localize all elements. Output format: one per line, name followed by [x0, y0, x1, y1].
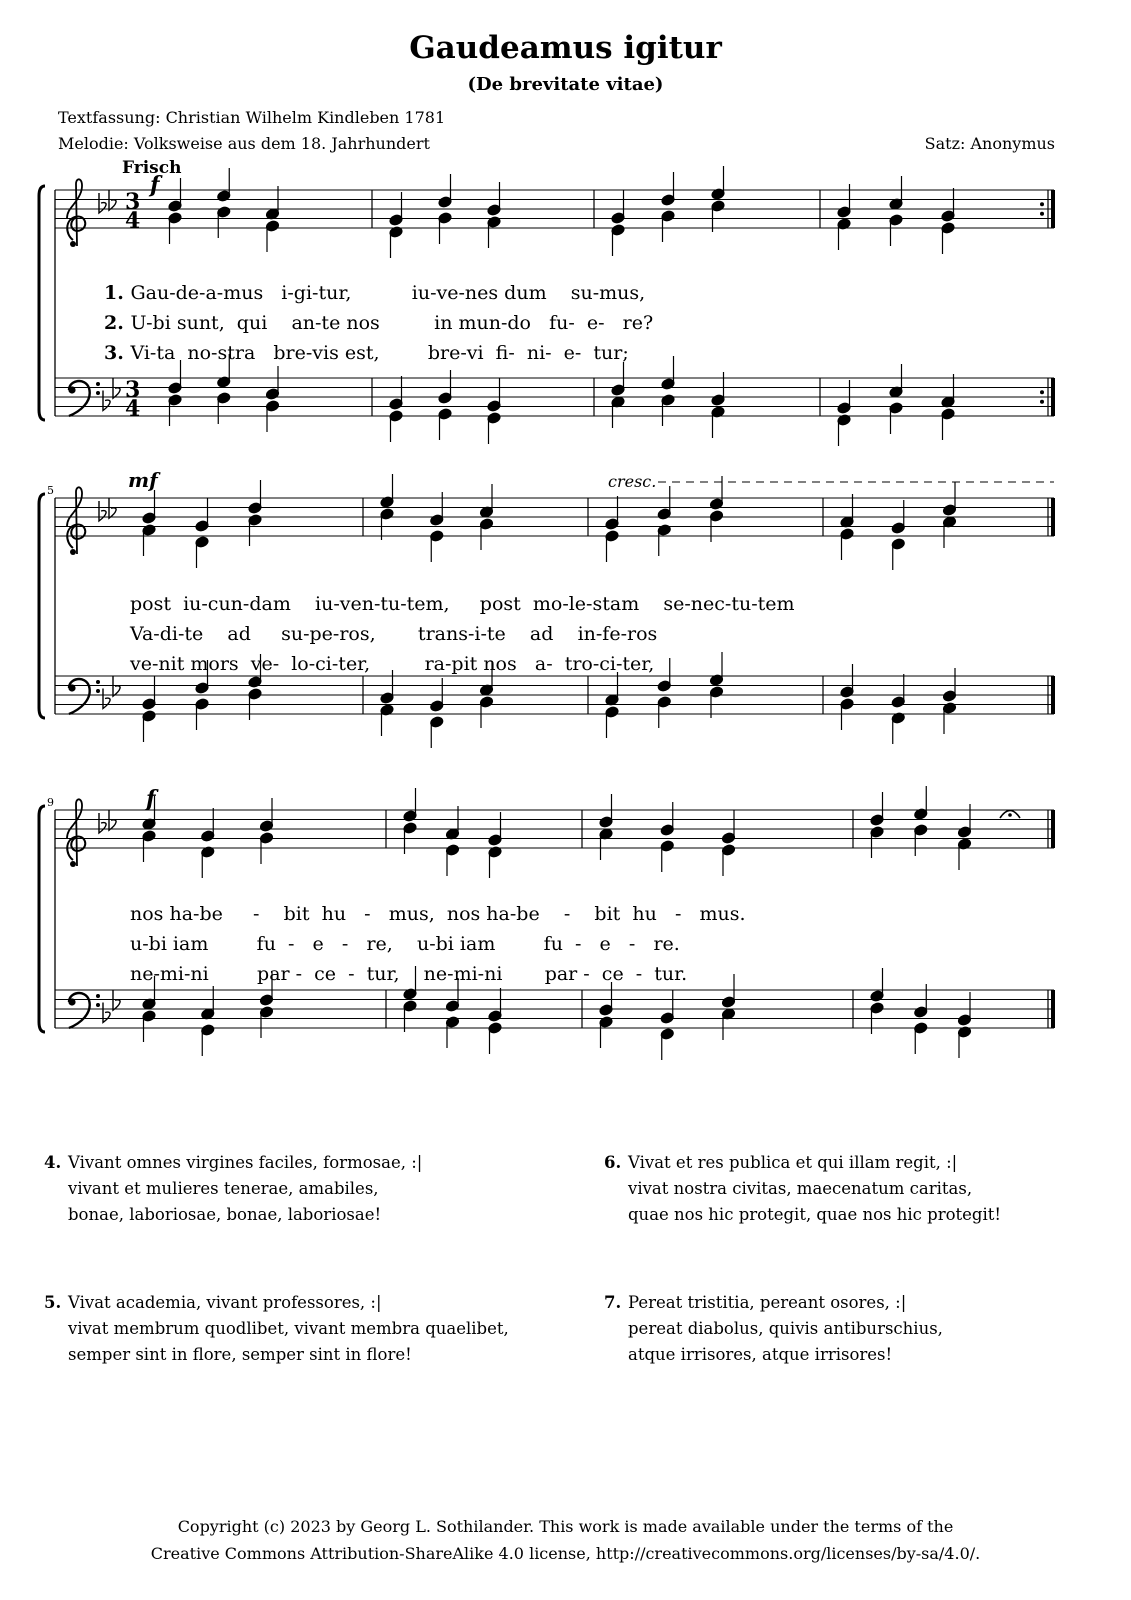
page-title: Gaudeamus igitur	[409, 30, 722, 66]
lyric-line-3-3	[130, 963, 687, 985]
barline-thick	[1051, 810, 1055, 848]
bass-clef-dot	[68, 386, 75, 393]
text-credit: Textfassung: Christian Wilhelm Kindleben 1781	[58, 108, 446, 127]
barline-thick	[1051, 498, 1055, 536]
bass-clef-dot-upper	[96, 382, 100, 386]
stanza-6: 6. Vivat et res publica et qui illam regit, :| vivat nostra civitas, maecenatum caritas, quae nos hic protegit, quae nos hic protegit!	[604, 1153, 1002, 1224]
measure-number: 9	[47, 796, 54, 809]
treble-clef-dot	[70, 241, 76, 247]
flat-icon	[103, 391, 110, 411]
lyric-text: nos ha-be - bit hu - mus, nos ha-be - bit hu - mus.	[130, 903, 746, 925]
stanza-4: 4. Vivant omnes virgines faciles, formosae, :| vivant et mulieres tenerae, amabiles, bonae, laboriosae, bonae, laboriosae!	[44, 1153, 423, 1224]
verse-number: 1.	[104, 282, 131, 304]
lyric-line-2-2	[130, 623, 657, 645]
treble-clef-dot	[70, 861, 76, 867]
page-subtitle: (De brevitate vitae)	[467, 74, 664, 95]
bass-clef-dot-upper	[96, 994, 100, 998]
flat-icon	[109, 810, 116, 830]
system-bracket	[39, 186, 45, 420]
barline-thick	[1051, 990, 1055, 1028]
dynamic-mezzoforte: mf	[128, 468, 158, 492]
bass-clef-icon	[69, 679, 90, 714]
fermata-dot	[1008, 813, 1012, 817]
lyric-text: U-bi sunt, qui an-te nos in mun-do fu- e- re?	[130, 312, 654, 334]
tempo-marking: Frisch	[122, 158, 182, 178]
melody-credit: Melodie: Volksweise aus dem 18. Jahrhundert	[58, 134, 430, 153]
time-signature-numerator: 3	[125, 189, 141, 215]
bass-clef-icon	[69, 993, 90, 1028]
lyric-text: u-bi iam fu - e - re, u-bi iam fu - e - re.	[130, 933, 680, 955]
treble-clef-dot	[70, 549, 76, 555]
bass-clef-dot	[68, 998, 75, 1005]
copyright-notice	[0, 1513, 1131, 1567]
lyric-line-2-3	[130, 653, 654, 675]
flat-icon	[109, 498, 116, 518]
time-signature-numerator: 3	[125, 377, 141, 403]
repeat-dot	[1040, 400, 1044, 404]
bass-clef-icon	[69, 381, 90, 416]
stanza-5: 5. Vivat academia, vivant professores, :| vivat membrum quodlibet, vivant membra quaelibet, semper sint in flore, semper sint in flore!	[44, 1293, 509, 1364]
repeat-dot	[1040, 212, 1044, 216]
lyric-text: Vi-ta no-stra bre-vis est, bre-vi fi- ni- e- tur;	[130, 342, 629, 364]
dynamic-forte-2: f	[146, 786, 156, 812]
stanza-7: 7. Pereat tristitia, pereant osores, :| pereat diabolus, quivis antiburschius, atque irrisores, atque irrisores!	[604, 1293, 943, 1364]
repeat-dot	[1040, 390, 1044, 394]
system-bracket	[39, 806, 45, 1032]
lyric-text: Gau-de-a-mus i-gi-tur, iu-ve-nes dum su-mus,	[130, 282, 646, 304]
arrangement-credit: Satz: Anonymus	[924, 134, 1055, 153]
lyric-line-1-1	[104, 282, 645, 304]
lyric-line-2-1	[130, 593, 795, 615]
lyric-text: ne-mi-ni par - ce - tur, ne-mi-ni par - ce - tur.	[130, 963, 688, 985]
flat-icon	[99, 193, 106, 213]
lyric-line-3-2	[130, 933, 680, 955]
flat-icon	[113, 676, 120, 696]
barline-thick	[1051, 190, 1055, 228]
repeat-dot	[1040, 202, 1044, 206]
lyric-line-3-1	[130, 903, 746, 925]
copyright-line-1: Copyright (c) 2023 by Georg L. Sothilander. This work is made available under the terms of the	[177, 1517, 954, 1536]
lyric-line-1-3	[104, 342, 629, 364]
dynamic-crescendo: cresc.	[608, 472, 657, 491]
lyric-text: post iu-cun-dam iu-ven-tu-tem, post mo-le-stam se-nec-tu-tem	[130, 593, 795, 615]
copyright-line-2: Creative Commons Attribution-ShareAlike 4.0 license, http://creativecommons.org/licenses/by-sa/4.0/.	[150, 1544, 981, 1563]
flat-icon	[113, 990, 120, 1010]
lyric-text: ve-nit mors ve- lo-ci-ter, ra-pit nos a- tro-ci-ter,	[130, 653, 655, 675]
flat-icon	[99, 813, 106, 833]
lyric-line-1-2	[104, 312, 653, 334]
time-signature-denominator: 4	[125, 208, 141, 234]
flat-icon	[113, 378, 120, 398]
time-signature-denominator: 4	[125, 396, 141, 422]
barline-thick	[1051, 378, 1055, 416]
system-bracket	[39, 494, 45, 718]
verse-number: 2.	[104, 312, 131, 334]
bass-clef-dot-lower	[96, 1003, 100, 1007]
barline-thick	[1051, 676, 1055, 714]
flat-icon	[103, 1003, 110, 1023]
lyric-text: Va-di-te ad su-pe-ros, trans-i-te ad in-fe-ros	[130, 623, 658, 645]
flat-icon	[103, 689, 110, 709]
bass-clef-dot-lower	[96, 689, 100, 693]
verse-number: 3.	[104, 342, 131, 364]
bass-clef-dot-upper	[96, 680, 100, 684]
bass-clef-dot	[68, 684, 75, 691]
bass-clef-dot-lower	[96, 391, 100, 395]
flat-icon	[99, 501, 106, 521]
flat-icon	[109, 190, 116, 210]
measure-number: 5	[47, 484, 54, 497]
dynamic-forte: f	[150, 172, 160, 198]
